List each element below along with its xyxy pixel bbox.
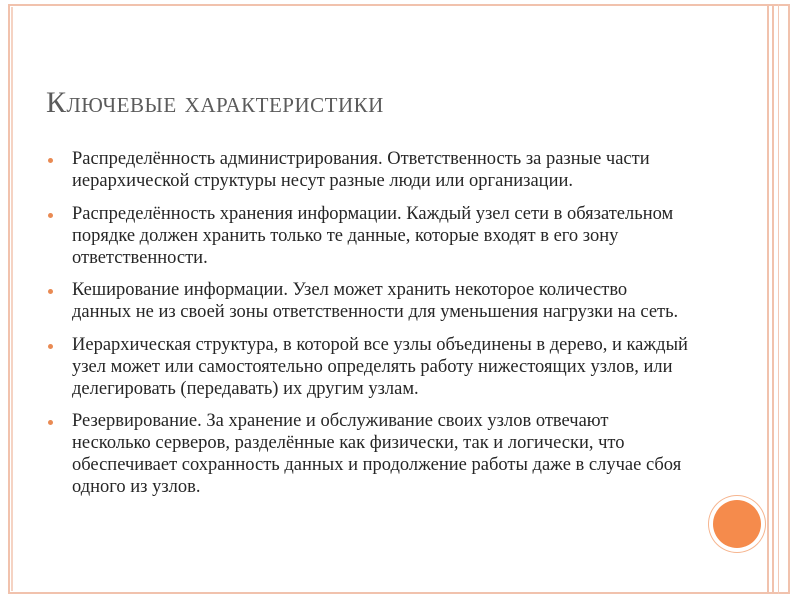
- bullet-dot-icon: [48, 420, 53, 425]
- bullet-list: [48, 148, 688, 509]
- bullet-item: [48, 410, 688, 498]
- bullet-text: Распределённость администрирования. Ответственность за разные части иерархической структуры несут разные люди или организации.: [72, 149, 650, 191]
- bullet-text: Кеширование информации. Узел может хранить некоторое количество данных не из своей зоны ответственности для уменьшения нагрузки на сеть.: [72, 280, 679, 322]
- bullet-dot-icon: [48, 213, 53, 218]
- decorative-circle-icon: [713, 500, 761, 548]
- bullet-item: [48, 279, 688, 323]
- bullet-text: Резервирование. За хранение и обслуживание своих узлов отвечают несколько серверов, разделённые как физически, так и логически, что обеспечивает сохранность данных и продолжение работы даже в случае сбоя одного из узлов.: [72, 411, 682, 497]
- bullet-text: Иерархическая структура, в которой все узлы объединены в дерево, и каждый узел может или самостоятельно определять работу нижестоящих узлов, или делегировать (передавать) их другим узлам.: [72, 334, 688, 399]
- slide-border-right-line: [772, 4, 774, 594]
- slide-title: Ключевые характеристики: [46, 86, 384, 119]
- slide-border-inner-line: [11, 7, 13, 591]
- bullet-dot-icon: [48, 344, 53, 349]
- slide-border-right-line: [778, 4, 779, 594]
- bullet-dot-icon: [48, 289, 53, 294]
- bullet-text: Распределённость хранения информации. Каждый узел сети в обязательном порядке должен хранить только те данные, которые входят в его зону ответственности.: [72, 203, 674, 268]
- slide-border-right-line: [767, 4, 769, 594]
- bullet-item: [48, 148, 688, 192]
- bullet-item: [48, 203, 688, 269]
- bullet-dot-icon: [48, 158, 53, 163]
- bullet-item: [48, 334, 688, 400]
